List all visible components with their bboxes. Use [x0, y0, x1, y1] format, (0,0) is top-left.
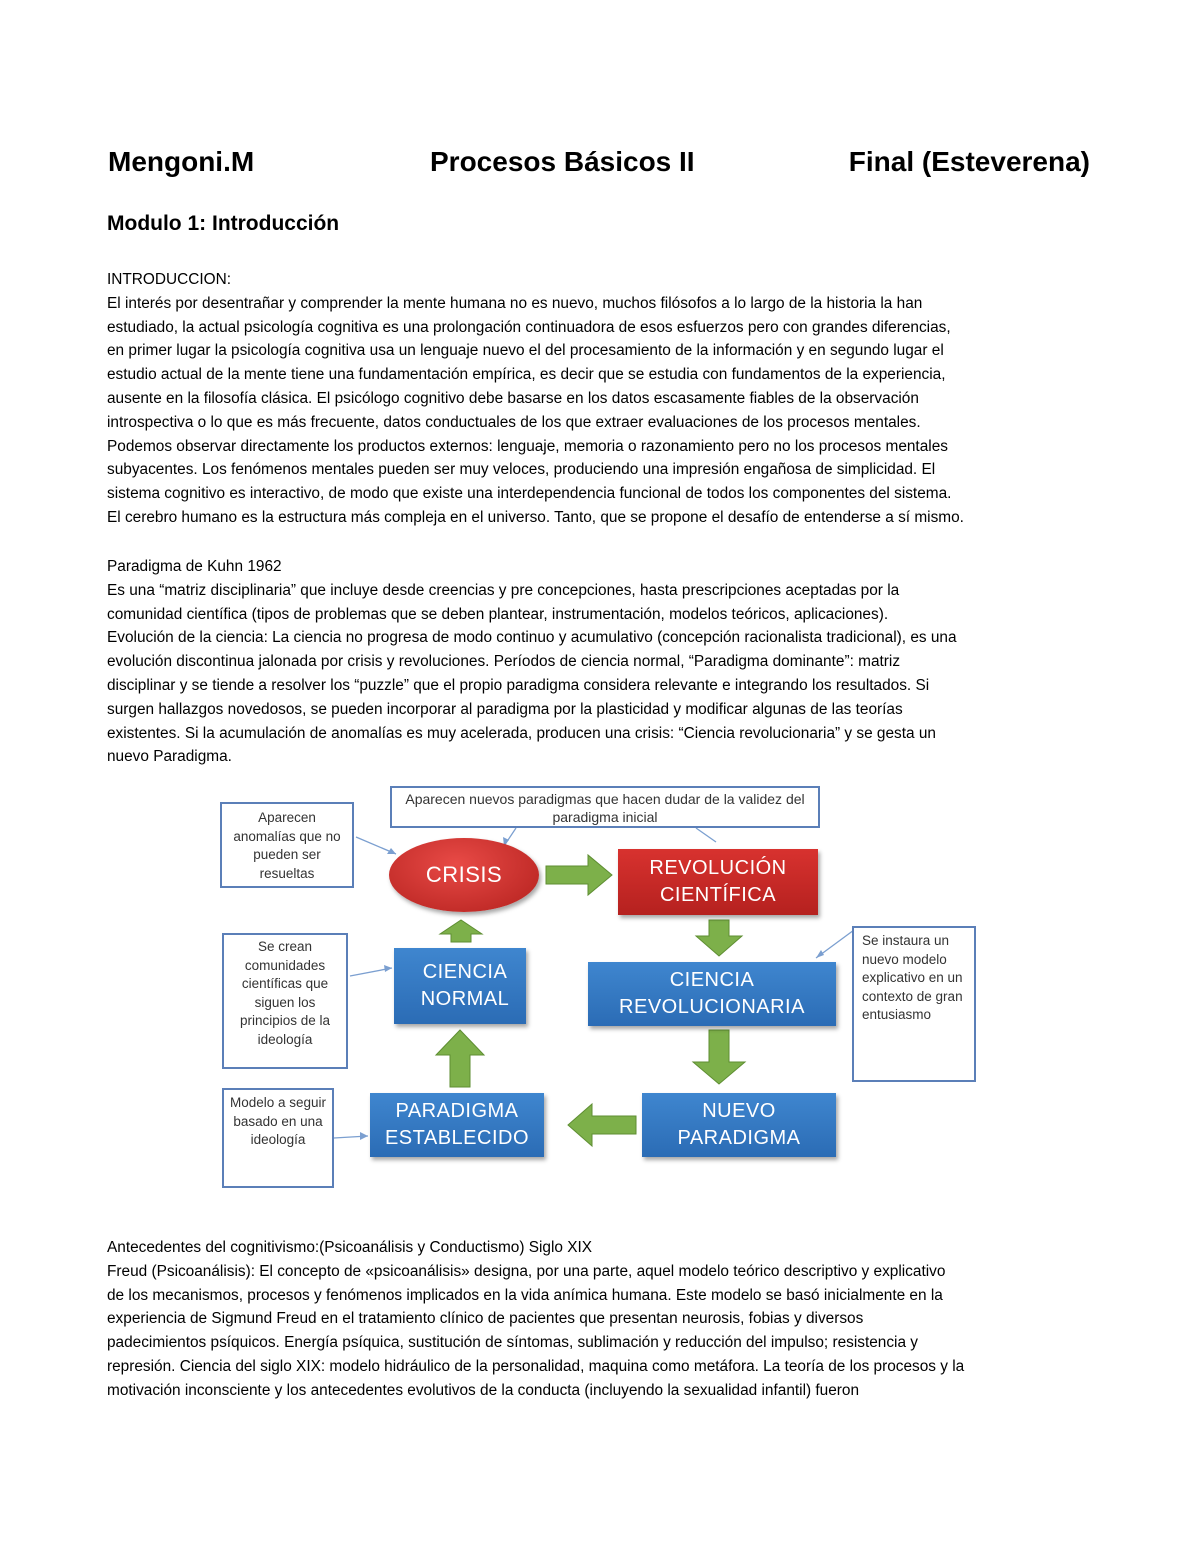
kuhn-heading: Paradigma de Kuhn 1962	[107, 558, 282, 575]
new-paradigm-node: NUEVO PARADIGMA	[642, 1093, 836, 1157]
note-new-explanatory-model: Se instaura un nuevo modelo explicativo en un contexto de gran entusiasmo	[852, 926, 976, 1082]
antecedentes-line: Freud (Psicoanálisis): El concepto de «psicoanálisis» designa, por una parte, aquel modelo teórico descriptivo y explicativo	[107, 1262, 946, 1280]
kuhn-line: existentes. Si la acumulación de anomalías es muy acelerada, producen una crisis: “Ciencia revolucionaria” y se gesta un	[107, 724, 936, 742]
normal-science-node: CIENCIA NORMAL	[394, 948, 526, 1024]
antecedentes-line: experiencia de Sigmund Freud en el tratamiento clínico de pacientes que presentan neurosis, fobias y diversos	[107, 1310, 864, 1328]
antecedentes-line: de los mecanismos, procesos y fenómenos implicados en la vida anímica humana. Este modelo se basó inicialmente en la	[107, 1286, 943, 1304]
note-model-to-follow: Modelo a seguir basado en una ideología	[222, 1088, 334, 1188]
connector-arrowhead	[384, 965, 392, 972]
exam-title: Final (Esteverena)	[848, 146, 1090, 177]
intro-line: Podemos observar directamente los productos externos: lenguaje, memoria o razonamiento pero no los procesos mentales	[107, 437, 948, 455]
flow-arrow-right	[546, 855, 612, 895]
crisis-node: CRISIS	[389, 838, 539, 912]
antecedentes-heading: Antecedentes del cognitivismo:(Psicoanálisis y Conductismo) Siglo XIX	[107, 1239, 593, 1256]
kuhn-line: surgen hallazgos novedosos, se pueden incorporar al paradigma por la plasticidad y modificar algunas de las teorías	[107, 700, 903, 718]
module-heading: Modulo 1: Introducción	[107, 212, 340, 235]
connector-arrow	[696, 828, 716, 842]
connector-arrowhead	[360, 1132, 368, 1140]
antecedentes-line: padecimientos psíquicos. Energía psíquica, sustitución de síntomas, sublimación y reducción del impulso; resistencia y	[107, 1334, 918, 1352]
kuhn-line: nuevo Paradigma.	[107, 748, 232, 766]
intro-line: estudio actual de la mente tiene una fundamentación empírica, es decir que se estudia con fundamentos de la experiencia,	[107, 366, 946, 384]
author-name: Mengoni.M	[108, 146, 255, 177]
flow-arrow-up	[436, 1030, 484, 1087]
scientific-revolution-node: REVOLUCIÓN CIENTÍFICA	[618, 849, 818, 915]
kuhn-line: evolución discontinua jalonada por crisis y revoluciones. Períodos de ciencia normal, “Paradigma dominante”: matriz	[107, 653, 901, 671]
intro-line: ausente en la filosofía clásica. El psicólogo cognitivo debe basarse en los datos escasamente fiables de la observación	[107, 389, 919, 407]
antecedentes-line: motivación inconsciente y los antecedentes evolutivos de la conducta (incluyendo la sexualidad infantil) fueron	[107, 1381, 860, 1399]
note-anomalies: Aparecen anomalías que no pueden ser resueltas	[220, 802, 354, 888]
intro-line: El cerebro humano es la estructura más compleja en el universo. Tanto, que se propone el desafío de entenderse a sí mismo.	[107, 508, 964, 526]
flow-arrow-up	[440, 920, 482, 942]
revolutionary-science-node: CIENCIA REVOLUCIONARIA	[588, 962, 836, 1026]
kuhn-line: Es una “matriz disciplinaria” que incluye desde creencias y pre concepciones, hasta prescripciones aceptadas por la	[107, 581, 900, 599]
course-title: Procesos Básicos II	[430, 146, 695, 177]
note-new-paradigms: Aparecen nuevos paradigmas que hacen dudar de la validez del paradigma inicial	[390, 786, 820, 828]
kuhn-cycle-diagram	[216, 780, 986, 1195]
kuhn-line: disciplinar y se tiende a resolver los “puzzle” que el propio paradigma considera relevante e integrando los resultados. Si	[107, 676, 930, 694]
note-scientific-communities: Se crean comunidades científicas que siguen los principios de la ideología	[222, 933, 348, 1069]
intro-line: subyacentes. Los fenómenos mentales pueden ser muy veloces, produciendo una impresión engañosa de simplicidad. El	[107, 461, 936, 479]
intro-line: en primer lugar la psicología cognitiva usa un lenguaje nuevo el del procesamiento de la información y en segundo lugar el	[107, 342, 944, 360]
flow-arrow-left	[568, 1104, 636, 1146]
intro-line: estudiado, la actual psicología cognitiva es una prolongación continuadora de esos esfuerzos pero con grandes diferencias,	[107, 318, 951, 336]
kuhn-line: comunidad científica (tipos de problemas que se deben plantear, instrumentación, modelos teóricos, aplicaciones).	[107, 605, 889, 623]
intro-line: sistema cognitivo es interactivo, de modo que existe una interdependencia funcional de todos los componentes del sistema.	[107, 485, 952, 503]
established-paradigm-node: PARADIGMA ESTABLECIDO	[370, 1093, 544, 1157]
kuhn-section	[107, 555, 1097, 769]
intro-heading: INTRODUCCION:	[107, 271, 231, 288]
flow-arrow-down	[693, 1030, 745, 1084]
flow-arrow-down	[696, 920, 742, 956]
page-header	[108, 146, 1090, 186]
connector-arrowhead	[816, 950, 824, 958]
antecedentes-line: represión. Ciencia del siglo XIX: modelo hidráulico de la personalidad, maquina como metáfora. La teoría de los procesos y la	[107, 1357, 965, 1375]
intro-section	[107, 268, 1097, 530]
intro-line: El interés por desentrañar y comprender la mente humana no es nuevo, muchos filósofos a lo largo de la historia la han	[107, 294, 923, 312]
intro-line: introspectiva o lo que es más frecuente, datos conductuales de los que extraer evaluaciones de los procesos mentales.	[107, 413, 921, 431]
kuhn-line: Evolución de la ciencia: La ciencia no progresa de modo continuo y acumulativo (concepción racionalista tradicional), es una	[107, 629, 957, 647]
antecedentes-section	[107, 1236, 1097, 1403]
